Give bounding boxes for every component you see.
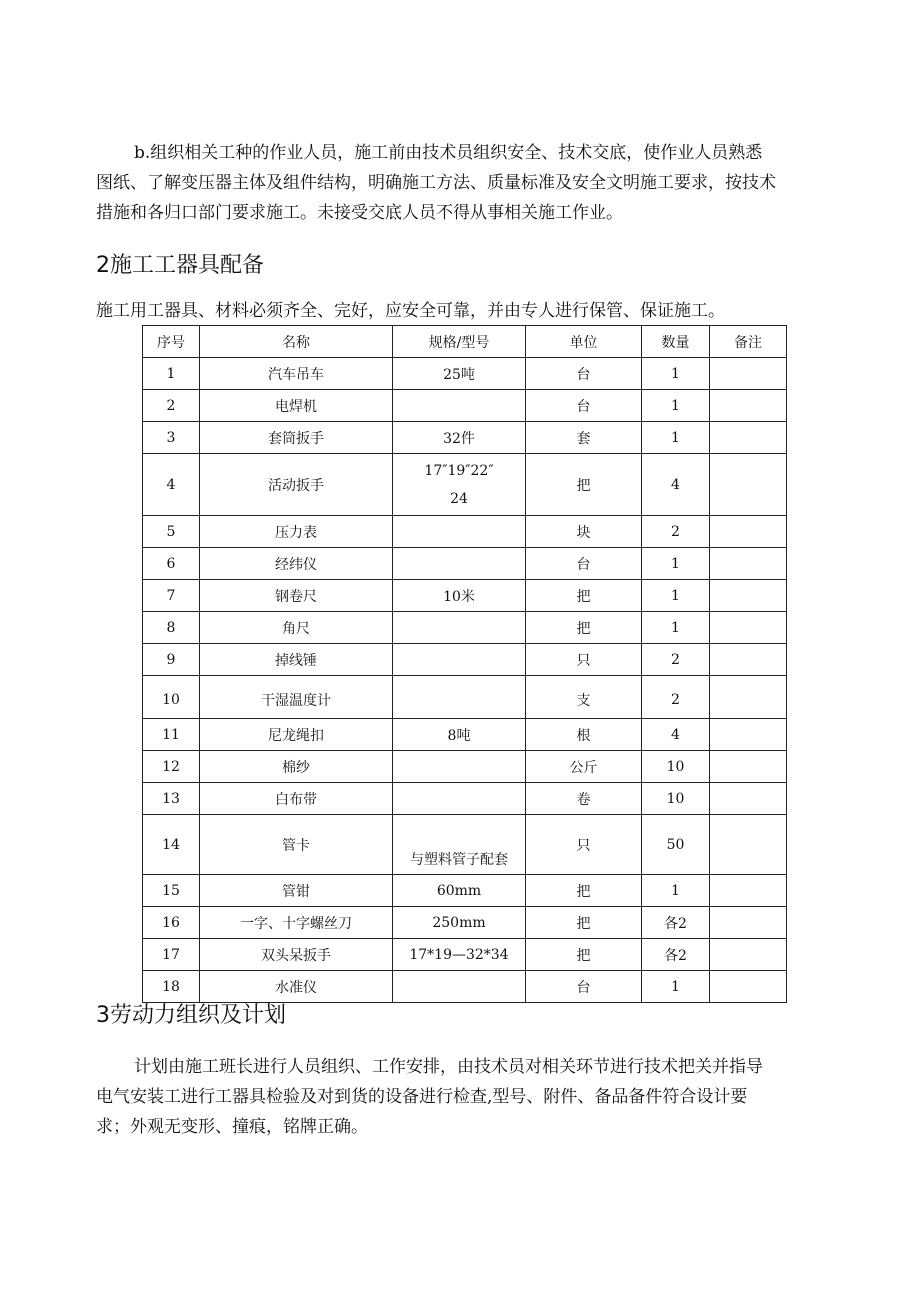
cell-no: 15: [143, 875, 200, 907]
cell-qty: 1: [642, 612, 710, 644]
cell-qty: 2: [642, 676, 710, 719]
cell-spec: 32件: [393, 422, 526, 454]
cell-spec: [393, 548, 526, 580]
cell-name: 经纬仪: [200, 548, 393, 580]
cell-name: 压力表: [200, 516, 393, 548]
cell-spec: [393, 971, 526, 1003]
cell-name: 钢卷尺: [200, 580, 393, 612]
cell-name: 套筒扳手: [200, 422, 393, 454]
cell-name: 电焊机: [200, 390, 393, 422]
cell-unit: 台: [526, 971, 642, 1003]
cell-unit: 把: [526, 907, 642, 939]
cell-spec: [393, 390, 526, 422]
section-b-paragraph: [96, 138, 832, 228]
table-row: [143, 612, 787, 644]
table-row: [143, 548, 787, 580]
cell-no: 1: [143, 358, 200, 390]
cell-spec: [393, 454, 526, 516]
table-row: [143, 454, 787, 516]
table-row: [143, 516, 787, 548]
cell-no: 6: [143, 548, 200, 580]
cell-qty: 4: [642, 454, 710, 516]
cell-qty: 各2: [642, 939, 710, 971]
section-3-heading: 3劳动力组织及计划: [96, 1003, 286, 1028]
cell-spec: [393, 783, 526, 815]
cell-name: 白布带: [200, 783, 393, 815]
cell-unit: 台: [526, 358, 642, 390]
cell-spec-text: 与塑料管子配套: [410, 851, 508, 868]
table-row: [143, 719, 787, 751]
table-header-row: [143, 326, 787, 358]
header-no: 序号: [143, 326, 200, 358]
cell-no: 4: [143, 454, 200, 516]
cell-no: 14: [143, 815, 200, 875]
table-row: [143, 751, 787, 783]
cell-note: [710, 971, 787, 1003]
table-row: [143, 422, 787, 454]
cell-no: 18: [143, 971, 200, 1003]
section-2-intro: 施工用工器具、材料必须齐全、完好，应安全可靠，并由专人进行保管、保证施工。: [96, 301, 725, 321]
cell-no: 12: [143, 751, 200, 783]
cell-note: [710, 875, 787, 907]
cell-name: 管钳: [200, 875, 393, 907]
cell-unit: 套: [526, 422, 642, 454]
cell-spec: [393, 751, 526, 783]
cell-no: 2: [143, 390, 200, 422]
cell-note: [710, 580, 787, 612]
table-row: [143, 644, 787, 676]
table-row: [143, 815, 787, 875]
cell-qty: 10: [642, 751, 710, 783]
cell-note: [710, 719, 787, 751]
cell-note: [710, 516, 787, 548]
cell-no: 17: [143, 939, 200, 971]
cell-spec: [393, 612, 526, 644]
tools-table: [142, 325, 787, 1003]
cell-name: 双头呆扳手: [200, 939, 393, 971]
cell-unit: 把: [526, 580, 642, 612]
cell-qty: 各2: [642, 907, 710, 939]
cell-note: [710, 815, 787, 875]
cell-qty: 1: [642, 971, 710, 1003]
section-3-paragraph: [96, 1052, 832, 1142]
cell-no: 16: [143, 907, 200, 939]
cell-note: [710, 390, 787, 422]
cell-name: 汽车吊车: [200, 358, 393, 390]
cell-spec: 8吨: [393, 719, 526, 751]
cell-spec-line-2: 24: [450, 490, 468, 507]
cell-unit: 把: [526, 612, 642, 644]
header-note: 备注: [710, 326, 787, 358]
table-row: [143, 875, 787, 907]
header-name: 名称: [200, 326, 393, 358]
cell-unit: 只: [526, 815, 642, 875]
cell-note: [710, 751, 787, 783]
cell-no: 3: [143, 422, 200, 454]
cell-qty: 1: [642, 422, 710, 454]
table-row: [143, 783, 787, 815]
cell-qty: 1: [642, 358, 710, 390]
section-b-line-3: 措施和各归口部门要求施工。未接受交底人员不得从事相关施工作业。: [96, 203, 623, 223]
cell-name: 角尺: [200, 612, 393, 644]
section-3-line-3: 求；外观无变形、撞痕，铭牌正确。: [96, 1117, 368, 1137]
cell-spec: [393, 516, 526, 548]
table-row: [143, 907, 787, 939]
cell-no: 5: [143, 516, 200, 548]
cell-spec: [393, 644, 526, 676]
cell-unit: 把: [526, 939, 642, 971]
cell-no: 9: [143, 644, 200, 676]
cell-unit: 把: [526, 454, 642, 516]
cell-qty: 1: [642, 390, 710, 422]
cell-qty: 1: [642, 875, 710, 907]
cell-name: 棉纱: [200, 751, 393, 783]
header-qty: 数量: [642, 326, 710, 358]
cell-unit: 根: [526, 719, 642, 751]
cell-note: [710, 644, 787, 676]
cell-unit: 只: [526, 644, 642, 676]
cell-unit: 台: [526, 548, 642, 580]
cell-spec-line-1: 17″19″22″: [424, 462, 494, 479]
cell-spec: [393, 676, 526, 719]
cell-spec: 60mm: [393, 875, 526, 907]
cell-note: [710, 548, 787, 580]
cell-unit: 台: [526, 390, 642, 422]
cell-no: 10: [143, 676, 200, 719]
cell-note: [710, 454, 787, 516]
cell-note: [710, 358, 787, 390]
cell-qty: 10: [642, 783, 710, 815]
cell-name: 干湿温度计: [200, 676, 393, 719]
table-row: [143, 390, 787, 422]
cell-note: [710, 907, 787, 939]
cell-spec: 17*19—32*34: [393, 939, 526, 971]
cell-qty: 4: [642, 719, 710, 751]
cell-spec: 250mm: [393, 907, 526, 939]
cell-note: [710, 783, 787, 815]
cell-note: [710, 422, 787, 454]
table-row: [143, 676, 787, 719]
cell-name: 一字、十字螺丝刀: [200, 907, 393, 939]
cell-name: 尼龙绳扣: [200, 719, 393, 751]
cell-spec: 10米: [393, 580, 526, 612]
cell-qty: 2: [642, 644, 710, 676]
cell-unit: 块: [526, 516, 642, 548]
cell-spec: 25吨: [393, 358, 526, 390]
section-b-line-2: 图纸、了解变压器主体及组件结构，明确施工方法、质量标准及安全文明施工要求，按技术: [96, 173, 776, 193]
cell-unit: 公斤: [526, 751, 642, 783]
cell-qty: 1: [642, 580, 710, 612]
cell-qty: 50: [642, 815, 710, 875]
table-row: [143, 358, 787, 390]
cell-no: 13: [143, 783, 200, 815]
cell-spec: [393, 815, 526, 875]
cell-name: 掉线锤: [200, 644, 393, 676]
cell-no: 7: [143, 580, 200, 612]
section-2-heading: 2施工工器具配备: [96, 253, 264, 278]
cell-note: [710, 676, 787, 719]
cell-no: 11: [143, 719, 200, 751]
cell-note: [710, 939, 787, 971]
cell-unit: 支: [526, 676, 642, 719]
header-spec: 规格/型号: [393, 326, 526, 358]
cell-name: 水准仪: [200, 971, 393, 1003]
cell-unit: 卷: [526, 783, 642, 815]
table-row: [143, 939, 787, 971]
header-unit: 单位: [526, 326, 642, 358]
cell-no: 8: [143, 612, 200, 644]
section-3-line-2: 电气安装工进行工器具检验及对到货的设备进行检查,型号、附件、备品备件符合设计要: [96, 1087, 748, 1107]
section-b-line-1: b.组织相关工种的作业人员，施工前由技术员组织安全、技术交底，使作业人员熟悉: [134, 143, 763, 163]
cell-unit: 把: [526, 875, 642, 907]
cell-note: [710, 612, 787, 644]
section-3-line-1: 计划由施工班长进行人员组织、工作安排，由技术员对相关环节进行技术把关并指导: [134, 1057, 763, 1077]
cell-qty: 1: [642, 548, 710, 580]
table-row: [143, 580, 787, 612]
cell-qty: 2: [642, 516, 710, 548]
cell-name: 活动扳手: [200, 454, 393, 516]
cell-name: 管卡: [200, 815, 393, 875]
